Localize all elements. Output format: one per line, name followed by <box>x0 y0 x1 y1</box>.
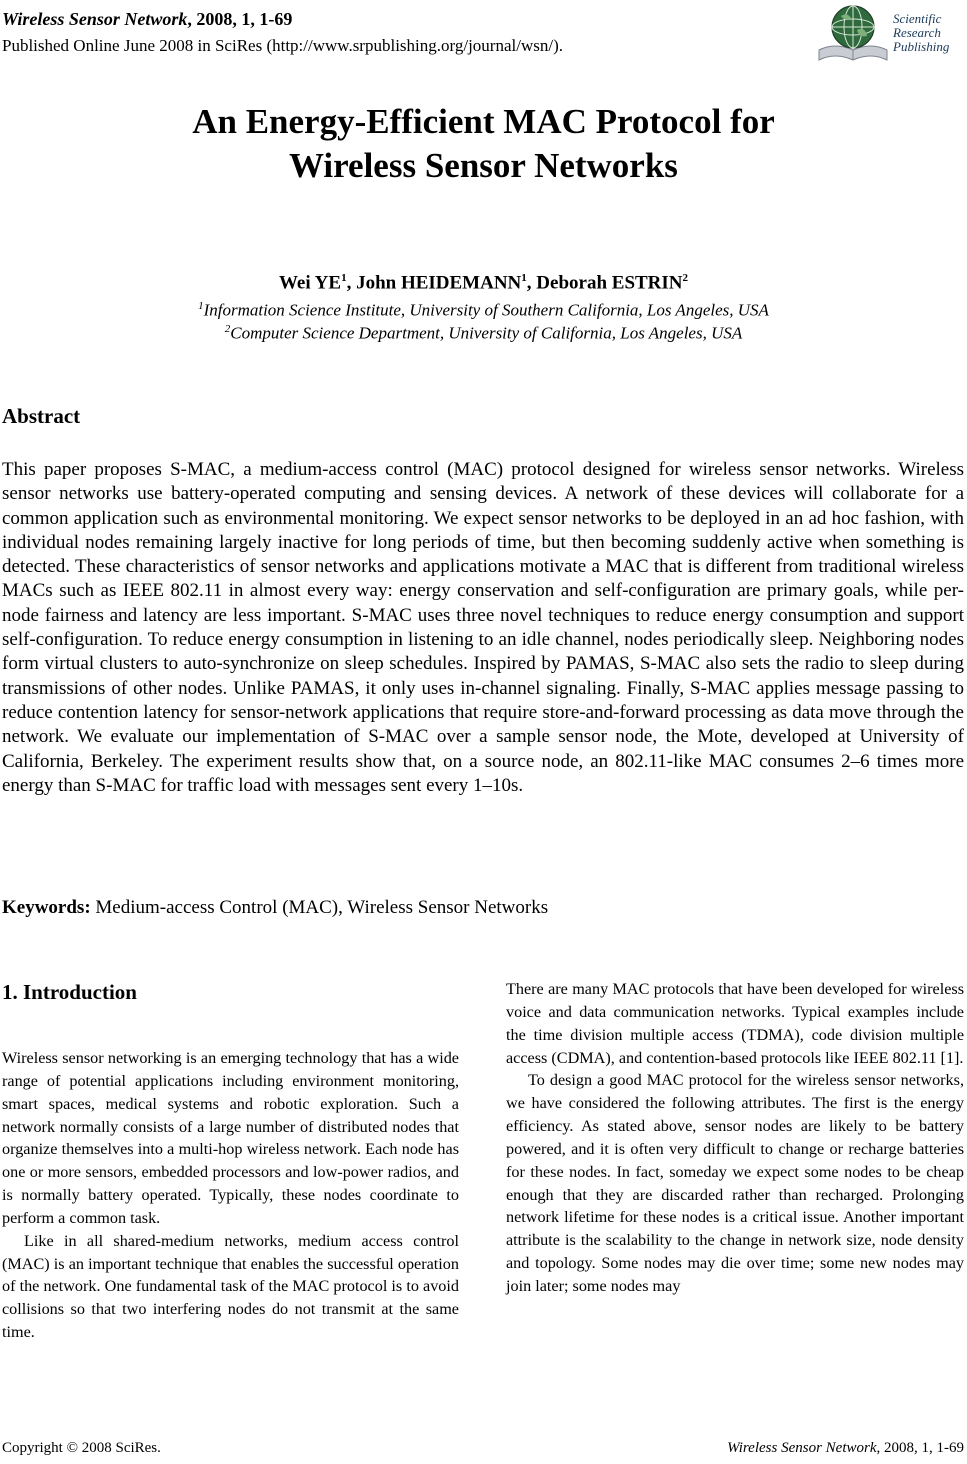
globe-book-icon <box>815 2 891 66</box>
intro-column-left <box>2 1047 459 1344</box>
published-online-line: Published Online June 2008 in SciRes (http://www.srpublishing.org/journal/wsn/). <box>2 36 563 55</box>
footer-journal-citation: Wireless Sensor Network, 2008, 1, 1-69 <box>727 1440 964 1456</box>
paper-title-line-2: Wireless Sensor Networks <box>289 146 678 185</box>
journal-citation: , 2008, 1, 1-69 <box>187 9 293 29</box>
abstract-text: This paper proposes S-MAC, a medium-access control (MAC) protocol designed for wireless sensor networks. Wireless sensor networks use battery-operated computing and sensing devices. A network of these devices will collaborate for a common application such as environmental monitoring. We expect sensor networks to be deployed in an ad hoc fashion, with individual nodes remaining largely inactive for long periods of time, but then becoming suddenly active when something is detected. These characteristics of sensor networks and applications motivate a MAC that is different from traditional wireless MACs such as IEEE 802.11 in almost every way: energy conservation and self-configuration are primary goals, while per-node fairness and latency are less important. S-MAC uses three novel techniques to reduce energy consumption and support self-configuration. To reduce energy consumption in listening to an idle channel, nodes periodically sleep. Neighboring nodes form virtual clusters to auto-synchronize on sleep schedules. Inspired by PAMAS, S-MAC also sets the radio to sleep during transmissions of other nodes. Unlike PAMAS, it only uses in-channel signaling. Finally, S-MAC applies message passing to reduce contention latency for sensor-network applications that require store-and-forward processing as data move through the network. We evaluate our implementation of S-MAC over a sample sensor node, the Mote, developed at University of California, Berkeley. The experiment results show that, on a source node, an 802.11-like MAC consumes 2–6 times more energy than S-MAC for traffic load with messages sent every 1–10s. <box>2 459 964 796</box>
keywords-label: Keywords: <box>2 897 91 918</box>
paragraph: There are many MAC protocols that have been developed for wireless voice and data communication networks. Typical examples include the time division multiple access (TDMA), code division multiple access (CDMA), and contention-based protocols like IEEE 802.11 [1]. <box>506 980 964 1067</box>
paper-title-line-1: An Energy-Efficient MAC Protocol for <box>192 102 775 141</box>
publisher-logo-text: Scientific Research Publishing <box>893 11 950 54</box>
author-name: Wei YE <box>278 272 342 294</box>
section-heading-introduction: 1. Introduction <box>2 980 137 1004</box>
journal-name: Wireless Sensor Network <box>2 9 188 29</box>
affiliation-2: $^2$Computer Science Department, University of California, Los Angeles, USA <box>224 323 743 343</box>
author-name: Deborah ESTRIN <box>536 272 683 294</box>
publisher-logo <box>815 2 965 66</box>
author-name: John HEIDEMANN <box>356 272 522 294</box>
journal-citation-header <box>2 9 292 30</box>
paragraph: To design a good MAC protocol for the wireless sensor networks, we have considered the following attributes. The first is the energy efficiency. As stated above, sensor nodes are likely to be battery powered, and it is often very difficult to change or recharge batteries for these nodes. In fact, someday we expect some nodes to be cheap enough that they are discarded rather than recharged. Prolonging network lifetime for these nodes is a critical issue. Another important attribute is the scalability to the change in network size, node density and topology. Some nodes may die over time; some new nodes may join later; some nodes may <box>506 1071 964 1295</box>
paragraph: Wireless sensor networking is an emerging technology that has a wide range of potential applications including environment monitoring, smart spaces, medical systems and robotic exploration. Such a network normally consists of a large number of distributed nodes that organize themselves into a multi-hop wireless network. Each node has one or more sensors, embedded processors and low-power radios, and is normally battery operated. Typically, these nodes coordinate to perform a common task. <box>2 1049 459 1227</box>
author-list: Wei $YE^1$, John HEIDEMANN$^1$, Deborah ESTRIN$^2$ <box>278 272 689 294</box>
paper-title <box>0 100 967 188</box>
footer-copyright: Copyright © 2008 SciRes. <box>2 1440 161 1456</box>
paragraph: Like in all shared-medium networks, medium access control (MAC) is an important technique that enables the successful operation of the network. One fundamental task of the MAC protocol is to avoid collisions so that two interfering nodes do not transmit at the same time. <box>2 1231 459 1342</box>
abstract-heading: Abstract <box>2 404 81 428</box>
keywords-line <box>2 897 548 919</box>
intro-column-right <box>506 978 964 1298</box>
affiliation-1: $^1$Information Science Institute, University of Southern California, Los Angeles, USA <box>198 300 769 320</box>
keywords-text: Medium-access Control (MAC), Wireless Sensor Networks <box>90 897 549 918</box>
